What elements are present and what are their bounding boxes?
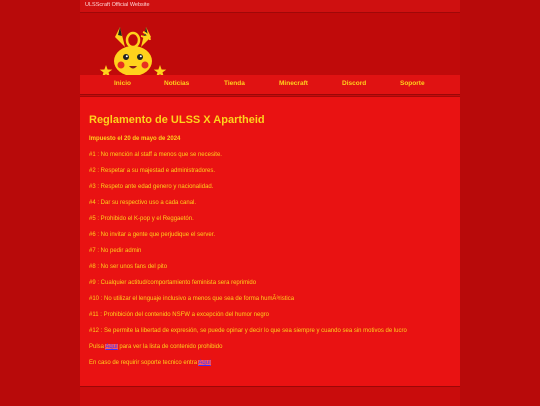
nav-item-noticias[interactable]: Noticias — [164, 80, 190, 87]
enacted-date: Impuesto el 20 de mayo de 2024 — [89, 136, 181, 142]
main-content — [80, 96, 460, 386]
nav-item-minecraft[interactable]: Minecraft — [279, 80, 308, 87]
main-nav — [80, 75, 460, 95]
rule-item: #5 : Prohibido el K-pop y el Reggaetón. — [89, 216, 194, 222]
support-note — [89, 360, 211, 366]
prohibited-content-note — [89, 344, 222, 350]
prohibited-content-link[interactable]: Aquí — [105, 344, 118, 350]
footer-bar — [80, 386, 460, 406]
rule-item: #11 : Prohibición del contenido NSFW a excepción del humor negro — [89, 312, 269, 318]
page-title: Reglamento de ULSS X Apartheid — [89, 114, 265, 126]
pikachu-logo[interactable] — [98, 27, 168, 77]
rule-item: #6 : No invitar a gente que perjudique el server. — [89, 232, 216, 238]
rule-item: #10 : No utilizar el lenguaje inclusivo a menos que sea de forma humÃ³ristica — [89, 296, 295, 302]
nav-item-discord[interactable]: Discord — [342, 80, 367, 87]
note-text: En caso de requirir soporte tecnico entra — [89, 360, 198, 366]
nav-item-soporte[interactable]: Soporte — [400, 80, 425, 87]
rule-item: #4 : Dar su respectivo uso a cada canal. — [89, 200, 197, 206]
top-bar — [80, 0, 460, 13]
page-wrapper — [80, 0, 460, 405]
note-text: para ver la lista de contenido prohibido — [119, 344, 223, 350]
rule-item: #9 : Cualquier actitud/comportamiento feminista sera reprimido — [89, 280, 257, 286]
nav-item-inicio[interactable]: Inicio — [114, 80, 131, 87]
note-text: Pulsa — [89, 344, 105, 350]
header-banner — [80, 13, 460, 75]
rule-item: #1 : No mención al staff a menos que se necesite. — [89, 152, 222, 158]
rule-item: #12 : Se permite la libertad de expresión, se puede opinar y decir lo que sea siempre y cuando sea sin motivos de lucro — [89, 328, 407, 334]
rule-item: #2 : Respetar a su majestad e administradores. — [89, 168, 216, 174]
rule-item: #3 : Respeto ante edad genero y nacionalidad. — [89, 184, 214, 190]
rule-item: #7 : No pedir admin — [89, 248, 142, 254]
rule-item: #8 : No ser unos fans del pito — [89, 264, 168, 270]
site-tagline: ULSScraft Official Website — [85, 2, 150, 8]
nav-item-tienda[interactable]: Tienda — [224, 80, 245, 87]
support-link[interactable]: Aquí — [198, 360, 211, 366]
